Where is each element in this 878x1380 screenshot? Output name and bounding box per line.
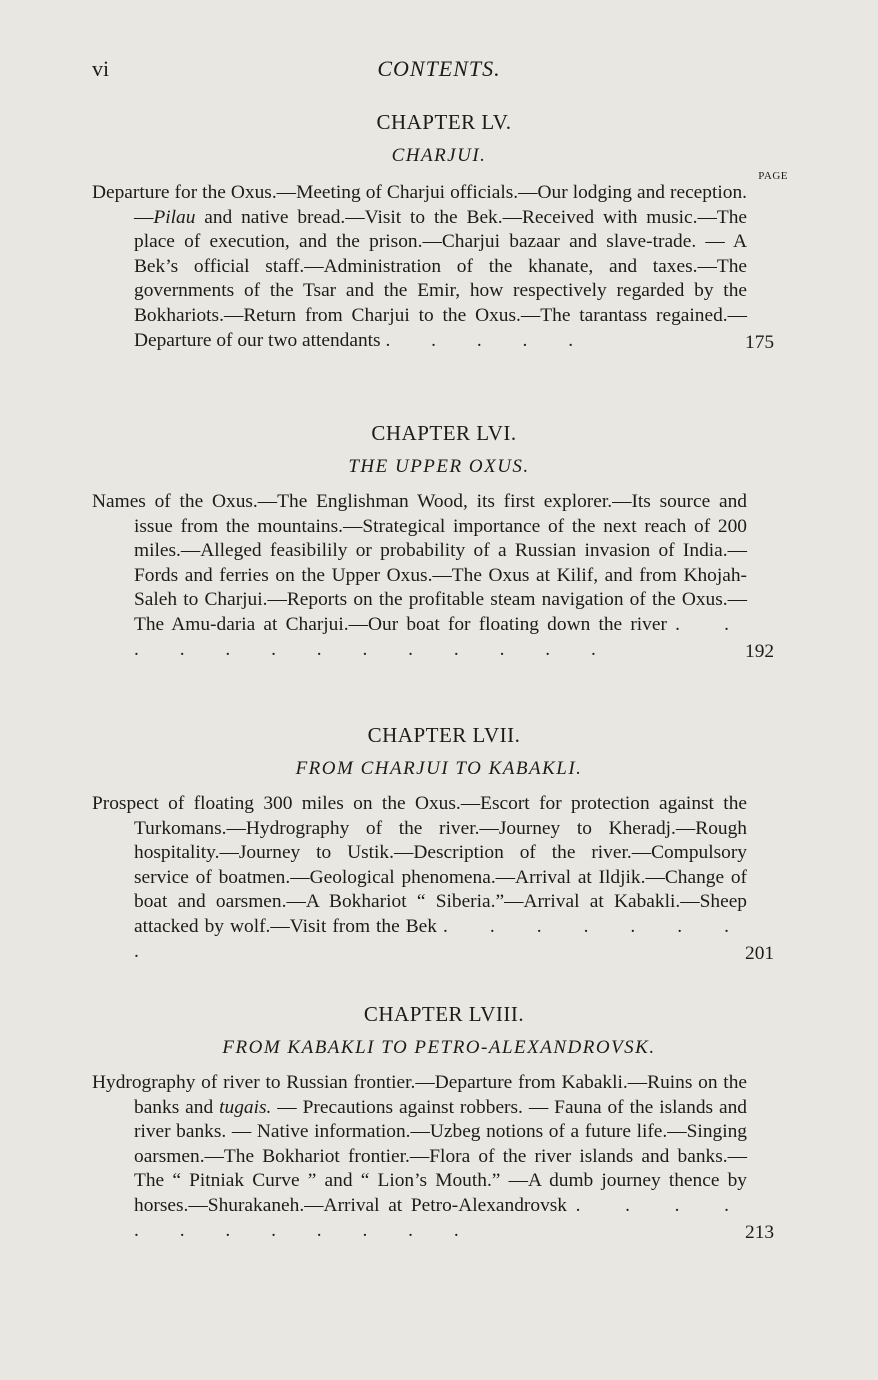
chapter-subtitle: FROM KABAKLI TO PETRO-ALEXANDROVSK. <box>222 1037 656 1058</box>
page-column-label: PAGE <box>758 170 788 182</box>
dot-leader: . . . . . . . . <box>134 915 747 962</box>
running-title: CONTENTS. <box>377 56 501 81</box>
chapter-heading: CHAPTER LVII. <box>367 723 521 747</box>
summary-text: Hydrography of river to Russian frontier.—Departure from Kabakli.—Ruins on the banks and <box>92 1072 747 1118</box>
chapter-heading: CHAPTER LVI. <box>371 421 517 445</box>
chapter-heading: CHAPTER LV. <box>376 110 512 134</box>
chapter-summary: Hydrography of river to Russian frontier.—Departure from Kabakli.—Ruins on the banks and tugais. — Precautions against robbers. — Fauna of the islands and river banks. — Native information.—Uzbeg notions of a future life.—Singing oarsmen.—The Bokhariot frontier.—Flora of the river islands and banks.—The “ Pitniak Curve ” and “ Lion’s Mouth.” —A dumb journey thence by horses.—Shurakaneh.—Arrival at Petro-Alexandrovsk . . . . . . . . . . . . 213 <box>92 1072 775 1243</box>
summary-text-continued: — Precautions against robbers. — Fauna of the islands and river banks. — Native information.—Uzbeg notions of a future life.—Singing oarsmen.—The Bokhariot frontier.—Flora of the river islands and banks.—The “ Pitniak Curve ” and “ Lion’s Mouth.” —A dumb journey thence by horses.—Shurakaneh.—Arrival at Petro-Alexandrovsk <box>134 1096 747 1216</box>
chapter-entry <box>92 110 786 353</box>
chapter-summary: Prospect of floating 300 miles on the Oxus.—Escort for protection against the Turkomans.—Hydrography of the river.—Journey to Kheradj.—Rough hospitality.—Journey to Ustik.—Description of the river.—Compulsory service of boatmen.—Geological phenomena.—Arrival at Ildjik.—Change of boat and oarsmen.—A Bokhariot “ Siberia.”—Arrival at Kabakli.—Sheep attacked by wolf.—Visit from the Bek . . . . . . . . 201 <box>92 793 775 964</box>
dot-leader: . . . . . . . . . . . . . <box>134 613 748 660</box>
dot-leader: . . . . . . . . . . . . <box>134 1194 747 1241</box>
chapter-summary: Departure for the Oxus.—Meeting of Charjui officials.—Our lodging and reception.—Pilau and native bread.—Visit to the Bek.—Received with music.—The place of execution, and the prison.—Charjui bazaar and slave-trade. — A Bek’s official staff.—Administration of the khanate, and taxes.—The governments of the Tsar and the Emir, how respectively regarded by the Bokhariots.—Return from Charjui to the Oxus.—The tarantass regained.—Departure of our two attendants . . . . . 175 <box>92 182 775 353</box>
summary-text: Prospect of floating 300 miles on the Oxus.—Escort for protection against the Turkomans.—Hydrography of the river.—Journey to Kheradj.—Rough hospitality.—Journey to Ustik.—Description of the river.—Compulsory service of boatmen.—Geological phenomena.—Arrival at Ildjik.—Change of boat and oarsmen.—A Bokhariot “ Siberia.”—Arrival at Kabakli.—Sheep attacked by wolf.—Visit from the Bek <box>92 793 747 937</box>
chapter-heading: CHAPTER LVIII. <box>363 1002 525 1026</box>
summary-text-continued: and native bread.—Visit to the Bek.—Received with music.—The place of execution, and the prison.—Charjui bazaar and slave-trade. — A Bek’s official staff.—Administration of the khanate, and taxes.—The governments of the Tsar and the Emir, how respectively regarded by the Bokhariots.—Return from Charjui to the Oxus.—The tarantass regained.—Departure of our two attendants <box>134 206 747 351</box>
summary-text: Departure for the Oxus.—Meeting of Charjui officials.—Our lodging and reception.— <box>92 182 747 228</box>
chapter-summary: Names of the Oxus.—The Englishman Wood, its first explorer.—Its source and issue from the mountains.—Strategical importance of the next reach of 200 miles.—Alleged feasibilily or probability of a Russian invasion of India.—Fords and ferries on the Upper Oxus.—The Oxus at Kilif, and from Khojah-Saleh to Charjui.—Reports on the profitable steam navigation of the Oxus.—The Amu-daria at Charjui.—Our boat for floating down the river . . . . . . . . . . . . . 192 <box>92 491 775 662</box>
chapter-entry <box>92 723 786 964</box>
chapter-entry <box>92 421 786 662</box>
page-header <box>92 56 786 86</box>
chapter-subtitle: FROM CHARJUI TO KABAKLI. <box>295 758 583 779</box>
page-folio: vi <box>92 56 110 81</box>
summary-italic-term: tugais. <box>219 1096 272 1118</box>
dot-leader: . . . . . <box>385 329 592 351</box>
chapter-entry <box>92 1002 786 1243</box>
chapter-subtitle: CHARJUI. <box>391 145 487 166</box>
summary-text: Names of the Oxus.—The Englishman Wood, its first explorer.—Its source and issue from the mountains.—Strategical importance of the next reach of 200 miles.—Alleged feasibilily or probability of a Russian invasion of India.—Fords and ferries on the Upper Oxus.—The Oxus at Kilif, and from Khojah-Saleh to Charjui.—Reports on the profitable steam navigation of the Oxus.—The Amu-daria at Charjui.—Our boat for floating down the river <box>92 491 747 635</box>
summary-italic-term: Pilau <box>153 206 196 228</box>
chapter-subtitle: THE UPPER OXUS. <box>348 456 530 477</box>
